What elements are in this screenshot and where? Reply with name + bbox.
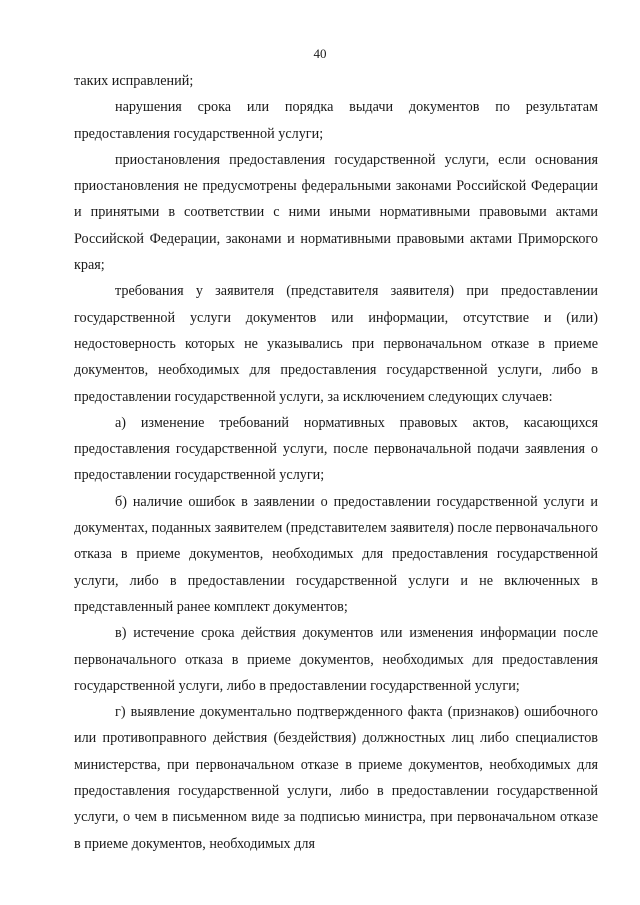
- page-number: 40: [313, 46, 327, 61]
- paragraph-delivery-violation: нарушения срока или порядка выдачи документов по результатам предоставления государственной услуги;: [74, 99, 598, 142]
- paragraph-suspension: приостановления предоставления государственной услуги, если основания приостановления не предусмотрены федеральными законами Российской Федерации и принятыми в соответствии с ними иными нормативными правовыми актами Российской Федерации, законами и нормативными правовыми актами Приморского края;: [74, 151, 598, 274]
- list-item-g: г) выявление документально подтвержденного факта (признаков) ошибочного или противоправного действия (бездействия) должностных лиц либо специалистов министерства, при первоначальном отказе в приеме документов, необходимых для предоставления государственной услуги, либо в предоставлении государственной услуги, о чем в письменном виде за подписью министра, при первоначальном отказе в приеме документов, необходимых для: [74, 704, 598, 852]
- list-item-v: в) истечение срока действия документов или изменения информации после первоначального отказа в приеме документов, необходимых для предоставления государственной услуги, либо в предоставлении государственной услуги;: [74, 625, 598, 694]
- paragraph-document-requirements: требования у заявителя (представителя заявителя) при предоставлении государственной услуги документов или информации, отсутствие и (или) недостоверность которых не указывались при первоначальном отказе в приеме документов, необходимых для предоставления государственной услуги, либо в предоставлении государственной услуги, за исключением следующих случаев:: [74, 283, 598, 405]
- list-item-b: б) наличие ошибок в заявлении о предоставлении государственной услуги и документах, поданных заявителем (представителем заявителя) после первоначального отказа в приеме документов, необходимых для предоставления государственной услуги, либо в предоставлении государственной услуги и не включенных в представленный ранее комплект документов;: [74, 493, 599, 615]
- document-body: [74, 68, 598, 857]
- list-item-a: а) изменение требований нормативных правовых актов, касающихся предоставления государственной услуги, после первоначальной подачи заявления о предоставлении государственной услуги;: [74, 414, 598, 484]
- paragraph-continued: таких исправлений;: [74, 73, 194, 89]
